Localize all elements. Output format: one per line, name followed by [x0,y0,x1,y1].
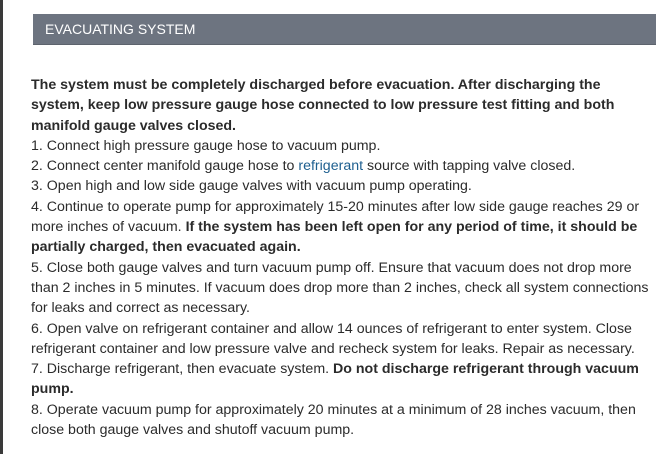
step-1: 1. Connect high pressure gauge hose to vacuum pump. [31,137,381,154]
section-title: EVACUATING SYSTEM [45,21,196,37]
step-6: 6. Open valve on refrigerant container and allow 14 ounces of refrigerant to enter system. Close refrigerant container and low pressure valve and recheck system for leaks. Repair as necessary. [31,320,635,357]
step-3: 3. Open high and low side gauge valves with vacuum pump operating. [31,178,472,195]
step-7-warning: Do not discharge refrigerant through vacuum pump. [31,361,639,398]
step-2-text-before: 2. Connect center manifold gauge hose to [31,158,299,175]
left-border-rule [0,0,3,454]
procedure-content [31,75,651,440]
step-7 [31,359,651,400]
section-header [33,14,656,45]
step-5: 5. Close both gauge valves and turn vacuum pump off. Ensure that vacuum does not drop more than 2 inches in 5 minutes. If vacuum does drop more than 2 inches, check all system connections for leaks and correct as necessary. [31,259,649,317]
intro-paragraph: The system must be completely discharged before evacuation. After discharging the system, keep low pressure gauge hose connected to low pressure test fitting and both manifold gauge valves closed. [31,77,615,134]
step-4 [31,197,651,258]
step-8: 8. Operate vacuum pump for approximately 20 minutes at a minimum of 28 inches vacuum, then close both gauge valves and shutoff vacuum pump. [31,401,636,439]
refrigerant-link[interactable]: refrigerant [298,158,364,175]
step-2-text-after: source with tapping valve closed. [363,158,576,175]
step-2 [31,156,651,176]
step-7-text: 7. Discharge refrigerant, then evacuate system. [31,361,334,378]
step-4-text: 4. Continue to operate pump for approximately 15-20 minutes after low side gauge reaches 29 or more inches of vacuum. [31,198,640,236]
step-4-warning: If the system has been left open for any period of time, it should be partially charged, then evacuated again. [31,219,638,256]
